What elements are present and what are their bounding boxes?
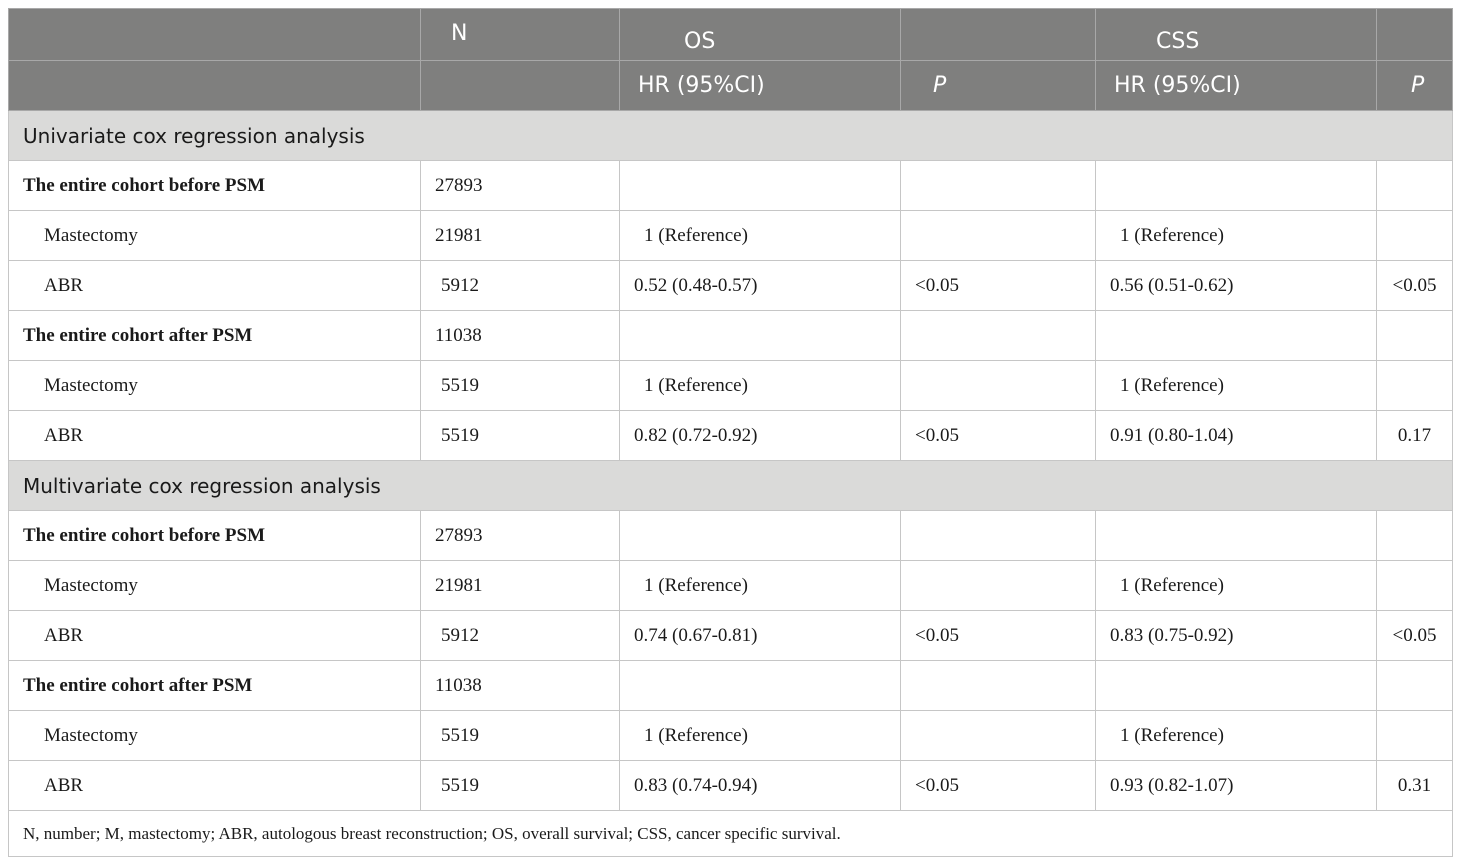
header-os-p: P bbox=[901, 61, 1096, 111]
row-css-hr bbox=[1096, 161, 1377, 211]
row-label: ABR bbox=[9, 761, 421, 811]
row-os-hr: 0.52 (0.48-0.57) bbox=[620, 261, 901, 311]
row-label: Mastectomy bbox=[9, 711, 421, 761]
cox-regression-table bbox=[8, 8, 1453, 857]
table-row bbox=[9, 511, 1453, 561]
header-css-p: P bbox=[1377, 61, 1453, 111]
table-row bbox=[9, 161, 1453, 211]
row-os-p bbox=[901, 511, 1096, 561]
section-title: Multivariate cox regression analysis bbox=[9, 461, 1453, 511]
section-row-multivariate bbox=[9, 461, 1453, 511]
row-css-p bbox=[1377, 661, 1453, 711]
table-row bbox=[9, 361, 1453, 411]
row-os-hr: 1 (Reference) bbox=[620, 561, 901, 611]
row-os-hr: 1 (Reference) bbox=[620, 361, 901, 411]
row-css-p: 0.17 bbox=[1377, 411, 1453, 461]
row-os-p: <0.05 bbox=[901, 261, 1096, 311]
row-css-p: 0.31 bbox=[1377, 761, 1453, 811]
row-label: The entire cohort before PSM bbox=[9, 161, 421, 211]
row-os-hr: 1 (Reference) bbox=[620, 211, 901, 261]
header-row-1 bbox=[9, 9, 1453, 61]
row-css-p: <0.05 bbox=[1377, 261, 1453, 311]
row-n: 21981 bbox=[421, 211, 620, 261]
row-os-hr bbox=[620, 311, 901, 361]
row-css-p bbox=[1377, 161, 1453, 211]
header-n: N bbox=[421, 9, 620, 61]
header-empty-2 bbox=[901, 9, 1096, 61]
row-css-p bbox=[1377, 361, 1453, 411]
row-os-hr bbox=[620, 661, 901, 711]
row-os-p: <0.05 bbox=[901, 411, 1096, 461]
row-os-hr: 0.82 (0.72-0.92) bbox=[620, 411, 901, 461]
table-row bbox=[9, 711, 1453, 761]
row-n: 5519 bbox=[421, 711, 620, 761]
row-label: The entire cohort after PSM bbox=[9, 311, 421, 361]
row-n: 27893 bbox=[421, 511, 620, 561]
row-os-p bbox=[901, 161, 1096, 211]
table-row bbox=[9, 611, 1453, 661]
row-label: ABR bbox=[9, 261, 421, 311]
row-os-p bbox=[901, 311, 1096, 361]
row-css-p: <0.05 bbox=[1377, 611, 1453, 661]
row-n: 5519 bbox=[421, 411, 620, 461]
row-os-p: <0.05 bbox=[901, 761, 1096, 811]
header-row-2 bbox=[9, 61, 1453, 111]
row-label: The entire cohort before PSM bbox=[9, 511, 421, 561]
row-css-p bbox=[1377, 711, 1453, 761]
header-os: OS bbox=[620, 9, 901, 61]
row-n: 5912 bbox=[421, 261, 620, 311]
row-css-p bbox=[1377, 311, 1453, 361]
header-empty-3 bbox=[1377, 9, 1453, 61]
row-css-hr: 1 (Reference) bbox=[1096, 561, 1377, 611]
row-label: ABR bbox=[9, 611, 421, 661]
row-n: 5519 bbox=[421, 361, 620, 411]
row-os-p bbox=[901, 361, 1096, 411]
row-os-hr bbox=[620, 511, 901, 561]
row-css-hr: 0.91 (0.80-1.04) bbox=[1096, 411, 1377, 461]
row-css-hr: 0.93 (0.82-1.07) bbox=[1096, 761, 1377, 811]
row-css-hr: 1 (Reference) bbox=[1096, 211, 1377, 261]
row-label: Mastectomy bbox=[9, 211, 421, 261]
row-css-hr: 0.56 (0.51-0.62) bbox=[1096, 261, 1377, 311]
results-table-container bbox=[8, 8, 1452, 857]
row-css-hr bbox=[1096, 511, 1377, 561]
row-n: 11038 bbox=[421, 661, 620, 711]
row-css-hr: 0.83 (0.75-0.92) bbox=[1096, 611, 1377, 661]
row-css-hr: 1 (Reference) bbox=[1096, 711, 1377, 761]
row-os-p bbox=[901, 211, 1096, 261]
row-css-p bbox=[1377, 561, 1453, 611]
row-n: 27893 bbox=[421, 161, 620, 211]
row-n: 21981 bbox=[421, 561, 620, 611]
row-n: 5519 bbox=[421, 761, 620, 811]
header-empty-1 bbox=[9, 9, 421, 61]
table-row bbox=[9, 411, 1453, 461]
footnote-row bbox=[9, 811, 1453, 857]
row-css-hr bbox=[1096, 311, 1377, 361]
row-n: 11038 bbox=[421, 311, 620, 361]
row-os-hr: 1 (Reference) bbox=[620, 711, 901, 761]
header-css: CSS bbox=[1096, 9, 1377, 61]
row-os-hr bbox=[620, 161, 901, 211]
row-os-hr: 0.74 (0.67-0.81) bbox=[620, 611, 901, 661]
header-empty-4 bbox=[9, 61, 421, 111]
row-os-p bbox=[901, 711, 1096, 761]
section-title: Univariate cox regression analysis bbox=[9, 111, 1453, 161]
row-n: 5912 bbox=[421, 611, 620, 661]
row-css-p bbox=[1377, 511, 1453, 561]
row-label: Mastectomy bbox=[9, 361, 421, 411]
row-os-p: <0.05 bbox=[901, 611, 1096, 661]
header-empty-5 bbox=[421, 61, 620, 111]
row-css-hr: 1 (Reference) bbox=[1096, 361, 1377, 411]
row-css-hr bbox=[1096, 661, 1377, 711]
table-row bbox=[9, 261, 1453, 311]
table-row bbox=[9, 211, 1453, 261]
row-label: The entire cohort after PSM bbox=[9, 661, 421, 711]
row-os-hr: 0.83 (0.74-0.94) bbox=[620, 761, 901, 811]
row-os-p bbox=[901, 561, 1096, 611]
table-footnote: N, number; M, mastectomy; ABR, autologous breast reconstruction; OS, overall survival; CSS, cancer specific survival. bbox=[9, 811, 1453, 857]
section-row-univariate bbox=[9, 111, 1453, 161]
header-os-hr: HR (95%CI) bbox=[620, 61, 901, 111]
row-label: Mastectomy bbox=[9, 561, 421, 611]
row-os-p bbox=[901, 661, 1096, 711]
table-row bbox=[9, 311, 1453, 361]
row-css-p bbox=[1377, 211, 1453, 261]
table-row bbox=[9, 561, 1453, 611]
row-label: ABR bbox=[9, 411, 421, 461]
table-row bbox=[9, 661, 1453, 711]
header-css-hr: HR (95%CI) bbox=[1096, 61, 1377, 111]
table-row bbox=[9, 761, 1453, 811]
